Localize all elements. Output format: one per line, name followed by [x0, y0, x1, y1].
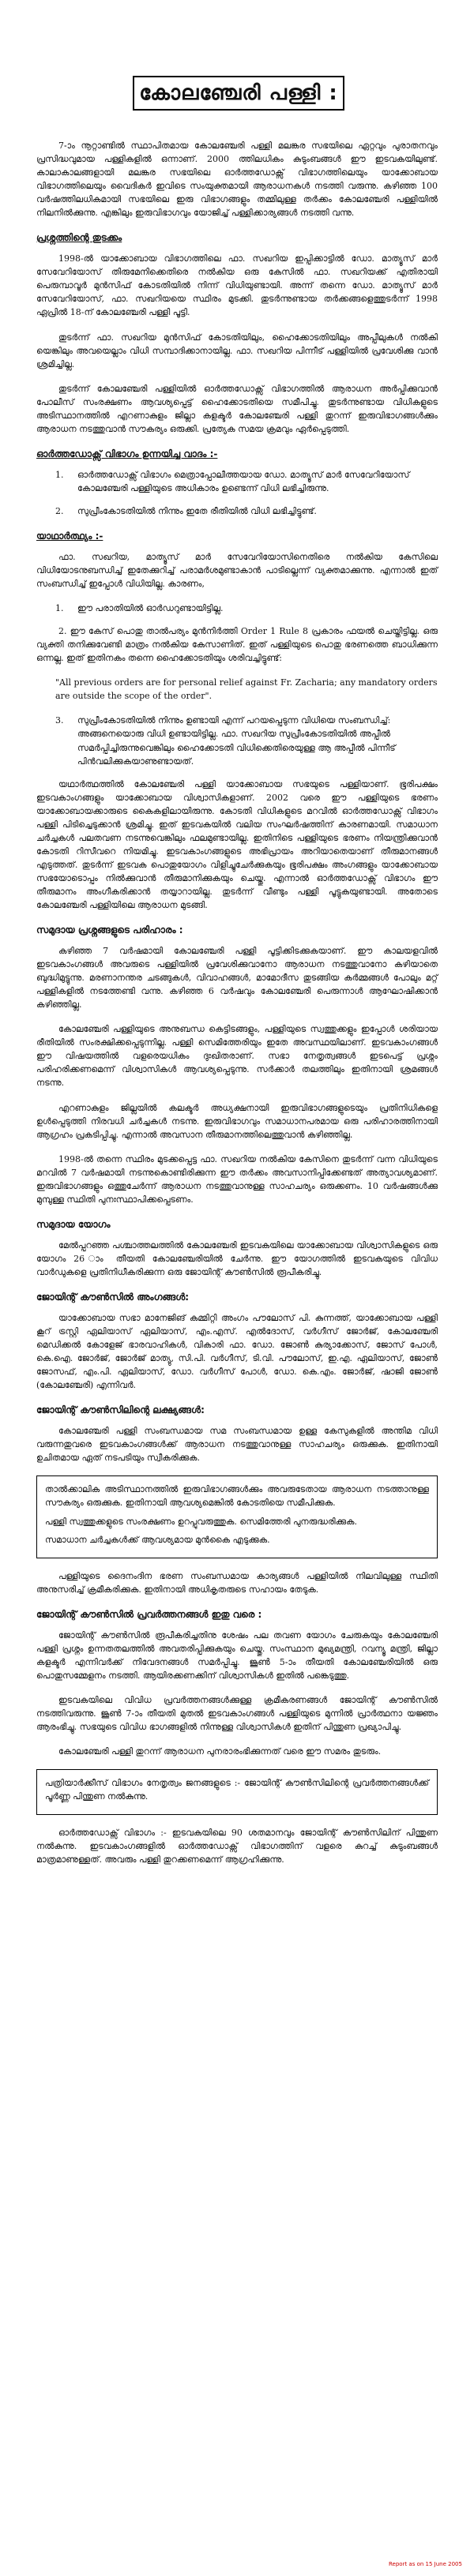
- item-number: 2.: [55, 505, 64, 516]
- section-heading: സമുദായ പ്രശ്നങ്ങളുടെ പരിഹാരം :: [36, 924, 183, 936]
- section-heading: ജോയിന്റ് കൗൺസിലിന്റെ ലക്ഷ്യങ്ങൾ:: [36, 1404, 205, 1416]
- paragraph: കഴിഞ്ഞ 7 വർഷമായി കോലഞ്ചേരി പള്ളി പൂട്ടിക്കിടക്കുകയാണ്. ഈ കാലയളവിൽ ഇടവകാംഗങ്ങൾ അവരുടെ പള്ളിയിൽ പ്രവേശിക്കുവാനോ ആരാധന നടത്തുവാനോ കഴിയാതെ ബുദ്ധിമുട്ടുന്നു. മരണാനന്തര ചടങ്ങുകൾ, വിവാഹങ്ങൾ, മാമോദീസ തുടങ്ങിയ കർമ്മങ്ങൾ പോലും മറ്റ് പള്ളികളിൽ നടത്തേണ്ടി വന്നു. കഴിഞ്ഞ 6 വർഷവും കോലഞ്ചേരി പെരുന്നാൾ ആഘോഷിക്കാൻ കഴിഞ്ഞില്ല.: [36, 946, 438, 1011]
- paragraph: യാക്കോബായ സഭാ മാനേജിങ് കമ്മിറ്റി അംഗം പൗലോസ് പി. കുന്നത്ത്, യാക്കോബായ പള്ളി കൂറ് ട്രസ്റ്റി ഏലിയാസ് ഏലിയാസ്, എം.എസ്. എൽദോസ്, വർഗീസ് ജോർജ്, കോലഞ്ചേരി മെഡിക്കൽ കോളേജ് ഭാരവാഹികൾ, വികാരി ഫാ. ഡോ. ജോൺ കുര്യാക്കോസ്, ജോസ് പോൾ, കെ.ഐ. ജോർജ്, ജോർജ് മാത്യു, സി.പി. വർഗീസ്, ടി.വി. പൗലോസ്, ഇ.എ. ഏലിയാസ്, ജോൺ ജോസഫ്, എം.പി. ഏലിയാസ്, ഡോ. വർഗീസ് പോൾ, ഡോ. കെ.എം. ജോർജ്, ഷാജി ജോൺ (കോലഞ്ചേരി) എന്നിവർ.: [36, 1313, 438, 1391]
- paragraph: പള്ളിയുടെ ദൈനംദിന ഭരണ സംബന്ധമായ കാര്യങ്ങൾ പള്ളിയിൽ നിലവിലുള്ള സ്ഥിതി അനുസരിച്ച് ക്രമീകരിക്കുക. ഇതിനായി അധികൃതരുടെ സഹായം തേടുക.: [36, 1570, 438, 1595]
- boxed-paragraph: പത്രിയാർക്കീസ് വിഭാഗം നേതൃത്വം ജനങ്ങളുടെ :- ജോയിന്റ് കൗൺസിലിന്റെ പ്രവർത്തനങ്ങൾക്ക് പൂർണ്ണ പിന്തുണ നൽകുന്നു.: [45, 1778, 429, 1802]
- numbered-item: [55, 504, 438, 518]
- boxed-paragraph: താൽക്കാലിക അടിസ്ഥാനത്തിൽ ഇരുവിഭാഗങ്ങൾക്കും അവരുടേതായ ആരാധന നടത്താനുള്ള സൗകര്യം ഒരുക്കുക. ഇതിനായി ആവശ്യമെങ്കിൽ കോടതിയെ സമീപിക്കുക.: [45, 1484, 429, 1509]
- paragraph: 2. ഈ കേസ് പൊതു താൽപര്യം മുൻനിർത്തി Order 1 Rule 8 പ്രകാരം ഫയൽ ചെയ്തിട്ടില്ല. ഒരു വ്യക്തി തനിക്കുവേണ്ടി മാത്രം നൽകിയ കേസാണിത്. ഇത് പള്ളിയുടെ പൊതു ഭരണത്തെ ബാധിക്കുന്ന ഒന്നല്ല. ഇത് ഇതിനകം തന്നെ ഹൈക്കോടതിയും ശരിവച്ചിട്ടുണ്ട്:: [36, 626, 438, 664]
- paragraph: 7-ാം നൂറ്റാണ്ടിൽ സ്ഥാപിതമായ കോലഞ്ചേരി പള്ളി മലങ്കര സഭയിലെ ഏറ്റവും പുരാതനവും പ്രസിദ്ധവുമായ പള്ളികളിൽ ഒന്നാണ്. 2000 ത്തിലധികം കുടുംബങ്ങൾ ഈ ഇടവകയിലുണ്ട്. കാലാകാലങ്ങളായി മലങ്കര സഭയിലെ ഓർത്തഡോക്സ് വിഭാഗത്തിലെയും യാക്കോബായ വിഭാഗത്തിലെയും വൈദികർ ഇവിടെ സംയുക്തമായി ആരാധനകൾ നടത്തി വരുന്നു. കഴിഞ്ഞ 100 വർഷത്തിലധികമായി സഭയിലെ ഇരു വിഭാഗങ്ങളും തമ്മിലുള്ള തർക്കം കോലഞ്ചേരി പള്ളിയിൽ നിലനിൽക്കുന്നു. എങ്കിലും ഇരുവിഭാഗവും യോജിച്ച് പള്ളിക്കാര്യങ്ങൾ നടത്തി വന്നു.: [36, 141, 438, 219]
- section-heading: ജോയിന്റ് കൗൺസിൽ പ്രവർത്തനങ്ങൾ ഇതു വരെ :: [36, 1608, 262, 1620]
- paragraph: കോലഞ്ചേരി പള്ളി സംബന്ധമായ സമ സംബന്ധമായ ഉള്ള കേസുകളിൽ അന്തിമ വിധി വരുന്നതുവരെ ഇടവകാംഗങ്ങൾക്ക് ആരാധന നടത്തുവാനുള്ള സാഹചര്യം ഒരുക്കുക. ഇതിനായി ഉചിതമായ ഏത് നടപടിയും സ്വീകരിക്കുക.: [36, 1426, 438, 1464]
- section-heading: പ്രശ്നത്തിന്റെ തുടക്കം: [36, 232, 122, 244]
- paragraph: യഥാർത്ഥത്തിൽ കോലഞ്ചേരി പള്ളി യാക്കോബായ സഭയുടെ പള്ളിയാണ്. ഭൂരിപക്ഷം ഇടവകാംഗങ്ങളും യാക്കോബായ വിശ്വാസികളാണ്. 2002 വരെ ഈ പള്ളിയുടെ ഭരണം യാക്കോബായക്കാരുടെ കൈകളിലായിരുന്നു. കോടതി വിധികളുടെ മറവിൽ ഓർത്തഡോക്സ് വിഭാഗം പള്ളി പിടിച്ചെടുക്കാൻ ശ്രമിച്ചു. ഇത് ഇടവകയിൽ വലിയ സംഘർഷത്തിന് കാരണമായി. സമാധാന ചർച്ചകൾ പലതവണ നടന്നുവെങ്കിലും ഫലമുണ്ടായില്ല. ഇതിനിടെ പള്ളിയുടെ ഭരണം നിയന്ത്രിക്കുവാൻ കോടതി റിസീവറെ നിയമിച്ചു. ഇടവകാംഗങ്ങളുടെ അഭിപ്രായം അറിയാതെയാണ് തീരുമാനങ്ങൾ എടുത്തത്. തുടർന്ന് ഇടവക പൊതുയോഗം വിളിച്ചുചേർക്കുകയും ഭൂരിപക്ഷം അംഗങ്ങളും യാക്കോബായ സഭയോടൊപ്പം നിൽക്കുവാൻ തീരുമാനിക്കുകയും ചെയ്തു. എന്നാൽ ഓർത്തഡോക്സ് വിഭാഗം ഈ തീരുമാനം അംഗീകരിക്കാൻ തയ്യാറായില്ല. തുടർന്ന് വീണ്ടും പള്ളി പൂട്ടുകയുണ്ടായി. അതോടെ കോലഞ്ചേരി പള്ളിയിലെ ആരാധന മുടങ്ങി.: [36, 778, 438, 911]
- boxed-paragraph: സമാധാന ചർച്ചകൾക്ക് ആവശ്യമായ മുൻകൈ എടുക്കുക.: [45, 1534, 270, 1545]
- section-heading: സമുദായ യോഗം: [36, 1218, 111, 1230]
- item-number: 3.: [55, 715, 64, 726]
- boxed-note: [36, 1769, 438, 1815]
- paragraph: മേൽപ്പറഞ്ഞ പശ്ചാത്തലത്തിൽ കോലഞ്ചേരി ഇടവകയിലെ യാക്കോബായ വിശ്വാസികളുടെ ഒരു യോഗം 26 ാം തീയതി കോലഞ്ചേരിയിൽ ചേർന്നു. ഈ യോഗത്തിൽ ഇടവകയുടെ വിവിധ വാർഡുകളെ പ്രതിനിധീകരിക്കുന്ന ഒരു ജോയിന്റ് കൗൺസിൽ രൂപീകരിച്ചു.: [36, 1239, 438, 1277]
- item-text: സുപ്രീംകോടതിയിൽ നിന്നും ഇതേ രീതിയിൽ വിധി ലഭിച്ചിട്ടുണ്ട്.: [77, 505, 317, 516]
- item-text: ഓർത്തഡോക്സ് വിഭാഗം മെത്രാപ്പോലീത്തയായ ഡോ. മാത്യൂസ് മാർ സേവേറിയോസ് കോലഞ്ചേരി പള്ളിയുടെ അധികാരം ഉണ്ടെന്ന് വിധി ലഭിച്ചിരുന്നു.: [77, 469, 410, 493]
- boxed-paragraph: പള്ളി സ്വത്തുക്കളുടെ സംരക്ഷണം ഉറപ്പുവരുത്തുക. സെമിത്തേരി പുനരുദ്ധരിക്കുക.: [45, 1516, 358, 1527]
- page-title: കോലഞ്ചേരി പള്ളി :: [133, 76, 344, 111]
- section-heading: ഓർത്തഡോക്സ് വിഭാഗം ഉന്നയിച്ച വാദം :-: [36, 448, 218, 459]
- paragraph: തുടർന്ന് കോലഞ്ചേരി പള്ളിയിൽ ഓർത്തഡോക്സ് വിഭാഗത്തിൽ ആരാധന അർപ്പിക്കുവാൻ പോലീസ് സംരക്ഷണം ആവശ്യപ്പെട്ട് ഹൈക്കോടതിയെ സമീപിച്ചു. തുടർന്നുണ്ടായ വിധികളുടെ അടിസ്ഥാനത്തിൽ എറണാകുളം ജില്ലാ കളക്ടർ കോലഞ്ചേരി പള്ളി തുറന്ന് ഇരുവിഭാഗങ്ങൾക്കും ആരാധന നടത്തുവാൻ സൗകര്യം ഒരുക്കി. പ്രത്യേക സമയ ക്രമവും ഏർപ്പെടുത്തി.: [36, 383, 438, 434]
- court-quote: "All previous orders are for personal relief against Fr. Zacharia; any mandatory orders are outside the scope of the order".: [55, 677, 438, 702]
- item-number: 1.: [55, 469, 64, 480]
- paragraph: 1998-ൽ തന്നെ സ്ഥിരം മുടക്കപ്പെട്ട ഫാ. സഖറിയ നൽകിയ കേസിനെ തുടർന്ന് വന്ന വിധിയുടെ മറവിൽ 7 വർഷമായി നടന്നുകൊണ്ടിരിക്കുന്ന ഈ തർക്കം അവസാനിപ്പിക്കേണ്ടത് അത്യാവശ്യമാണ്. ഇരുവിഭാഗങ്ങളും ഒത്തുചേർന്ന് ആരാധന നടത്തുവാനുള്ള സാഹചര്യം ഒരുക്കണം. 10 വർഷങ്ങൾക്കു മുമ്പുള്ള സ്ഥിതി പുനഃസ്ഥാപിക്കപ്പെടണം.: [36, 1153, 438, 1205]
- item-text: സുപ്രീംകോടതിയിൽ നിന്നും ഉണ്ടായി എന്ന് പറയപ്പെടുന്ന വിധിയെ സംബന്ധിച്ച്: അങ്ങനെയൊരു വിധി ഉണ്ടായിട്ടില്ല. ഫാ. സഖറിയ സുപ്രീംകോടതിയിൽ അപ്പീൽ സമർപ്പിച്ചിരുന്നുവെങ്കിലും ഹൈക്കോടതി വിധിക്കെതിരെയുള്ള ആ അപ്പീൽ പിന്നീട് പിൻവലിക്കുകയാണുണ്ടായത്.: [77, 715, 396, 767]
- paragraph: എറണാകുളം ജില്ലയിൽ കലക്ടർ അധ്യക്ഷനായി ഇരുവിഭാഗങ്ങളുടെയും പ്രതിനിധികളെ ഉൾപ്പെടുത്തി നിരവധി ചർച്ചകൾ നടന്നു. ഇരുവിഭാഗവും സമാധാനപരമായ ഒരു പരിഹാരത്തിനായി ആഗ്രഹം പ്രകടിപ്പിച്ചു. എന്നാൽ അവസാന തീരുമാനത്തിലെത്തുവാൻ കഴിഞ്ഞില്ല.: [36, 1102, 438, 1140]
- paragraph: ഫാ. സഖറിയ, മാത്യൂസ് മാർ സേവേറിയോസിനെതിരെ നൽകിയ കേസിലെ വിധിയോടനുബന്ധിച്ച് ഇതേക്കുറിച്ച് പരാമർശമുണ്ടാകാൻ പാടില്ലെന്ന് വ്യക്തമാക്കുന്നു. എന്നാൽ ഇത് സംബന്ധിച്ച് ഇപ്പോൾ വിധിയില്ല. കാരണം,: [36, 551, 438, 590]
- boxed-note: [36, 1475, 438, 1558]
- paragraph: ജോയിന്റ് കൗൺസിൽ രൂപീകരിച്ചതിനു ശേഷം പല തവണ യോഗം ചേരുകയും കോലഞ്ചേരി പള്ളി പ്രശ്നം ഉന്നതതലത്തിൽ അവതരിപ്പിക്കുകയും ചെയ്തു. സംസ്ഥാന മുഖ്യമന്ത്രി, റവന്യൂ മന്ത്രി, ജില്ലാ കളക്ടർ എന്നിവർക്ക് നിവേദനങ്ങൾ സമർപ്പിച്ചു. ജൂൺ 5-ാം തീയതി കോലഞ്ചേരിയിൽ ഒരു പൊതുസമ്മേളനം നടത്തി. ആയിരക്കണക്കിന് വിശ്വാസികൾ ഇതിൽ പങ്കെടുത്തു.: [36, 1629, 438, 1681]
- paragraph: കോലഞ്ചേരി പള്ളിയുടെ അനുബന്ധ കെട്ടിടങ്ങളും, പള്ളിയുടെ സ്വത്തുക്കളും ഇപ്പോൾ ശരിയായ രീതിയിൽ സംരക്ഷിക്കപ്പെടുന്നില്ല. പള്ളി സെമിത്തേരിയും ഇതേ അവസ്ഥയിലാണ്. ഇടവകാംഗങ്ങൾ ഈ വിഷയത്തിൽ വളരെയധികം ദുഃഖിതരാണ്. സഭാ നേതൃത്വങ്ങൾ ഇടപെട്ട് പ്രശ്നം പരിഹരിക്കണമെന്ന് വിശ്വാസികൾ ആവശ്യപ്പെടുന്നു. സർക്കാർ തലത്തിലും ഇതിനായി ശ്രമങ്ങൾ നടന്നു.: [36, 1024, 438, 1089]
- section-heading: ജോയിന്റ് കൗൺസിൽ അംഗങ്ങൾ:: [36, 1292, 190, 1303]
- paragraph: ഓർത്തഡോക്സ് വിഭാഗം :- ഇടവകയിലെ 90 ശതമാനവും ജോയിന്റ് കൗൺസിലിന് പിന്തുണ നൽകുന്നു. ഇടവകാംഗങ്ങളിൽ ഓർത്തഡോക്സ് വിഭാഗത്തിന് വളരെ കുറച്ച് കുടുംബങ്ങൾ മാത്രമാണുള്ളത്. അവരും പള്ളി തുറക്കണമെന്ന് ആഗ്രഹിക്കുന്നു.: [36, 1828, 438, 1865]
- item-text: ഈ പരാതിയിൽ ഓർഡറുണ്ടായിട്ടില്ല.: [77, 603, 224, 614]
- numbered-item: [55, 602, 438, 615]
- item-number: 1.: [55, 603, 64, 614]
- document-body: [36, 139, 438, 1877]
- paragraph: 1998-ൽ യാക്കോബായ വിഭാഗത്തിലെ ഫാ. സഖറിയ ഇപ്പിക്കാട്ടിൽ ഡോ. മാത്യൂസ് മാർ സേവേറിയോസ് തിരുമേനിക്കെതിരെ നൽകിയ ഒരു കേസിൽ ഫാ. സഖറിയക്ക് എതിരായി പെരുമ്പാവൂർ മുൻസിഫ് കോടതിയിൽ നിന്ന് വിധിയുണ്ടായി. അന്ന് തന്നെ ഡോ. മാത്യൂസ് മാർ സേവേറിയോസ്, ഫാ. സഖറിയയെ സ്ഥിരം മുടക്കി. തുടർന്നുണ്ടായ തർക്കങ്ങളെത്തുടർന്ന് 1998 ഏപ്രിൽ 18-ന് കോലഞ്ചേരി പള്ളി പൂട്ടി.: [36, 253, 438, 318]
- numbered-item: [55, 468, 438, 495]
- paragraph: തുടർന്ന് ഫാ. സഖറിയ മുൻസിഫ് കോടതിയിലും, ഹൈക്കോടതിയിലും അപ്പീലുകൾ നൽകി യെങ്കിലും അവയെല്ലാം വിധി സമ്പാദിക്കാനായില്ല. ഫാ. സഖറിയ പിന്നീട് പള്ളിയിൽ പ്രവേശിക്കു വാൻ ശ്രമിച്ചില്ല.: [36, 332, 438, 369]
- paragraph: കോലഞ്ചേരി പള്ളി തുറന്ന് ആരാധന പുനരാരംഭിക്കുന്നത് വരെ ഈ സമരം തുടരും.: [58, 1746, 382, 1757]
- report-date-stamp: Report as on 15 June 2005: [389, 2561, 462, 2567]
- numbered-item: [55, 714, 438, 767]
- paragraph: ഇടവകയിലെ വിവിധ പ്രവർത്തനങ്ങൾക്കുള്ള ക്രമീകരണങ്ങൾ ജോയിന്റ് കൗൺസിൽ നടത്തിവരുന്നു. ജൂൺ 7-ാം തീയതി മുതൽ ഇടവകാംഗങ്ങൾ പള്ളിയുടെ മുന്നിൽ പ്രാർത്ഥനാ യജ്ഞം ആരംഭിച്ചു. സഭയുടെ വിവിധ ഭാഗങ്ങളിൽ നിന്നുള്ള വിശ്വാസികൾ ഇതിന് പിന്തുണ പ്രഖ്യാപിച്ചു.: [36, 1694, 438, 1732]
- section-heading: യാഥാർത്ഥ്യം :-: [36, 530, 103, 542]
